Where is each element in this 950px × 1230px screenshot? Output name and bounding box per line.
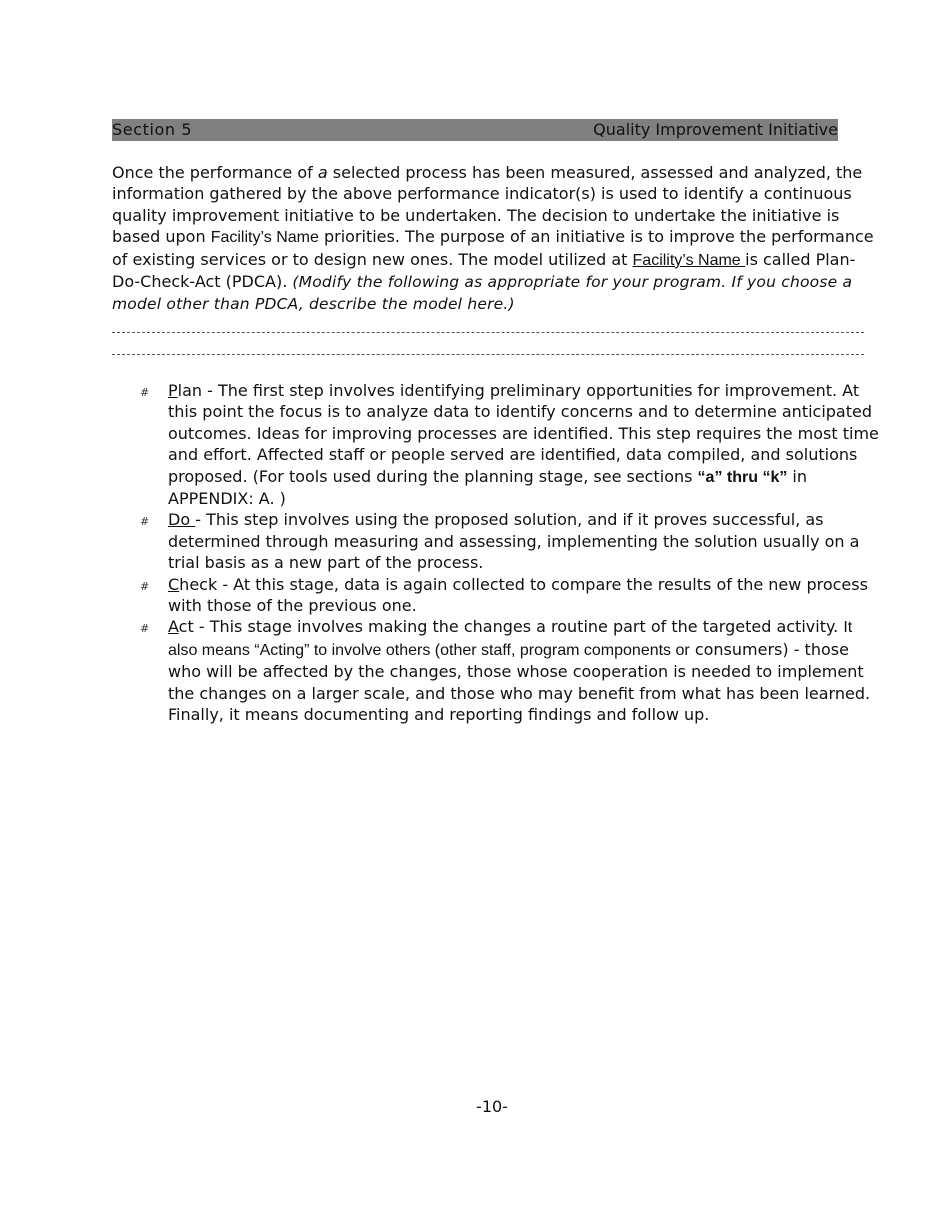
list-item-do — [112, 509, 882, 573]
do-description: - This step involves using the proposed solution, and if it proves successful, as determined through measuring and assessing, implementing the solution usually on a trial basis as a new part of the process. — [168, 510, 860, 573]
act-description-1: - This stage involves making the changes a routine part of the targeted activity. — [193, 617, 844, 637]
intro-text-2: selected process has been measured, assessed and analyzed, the information gathered by the above performance indicator(s) is used to identify a continuous quality improvement initiative to be undertaken. The decision to undertake the initiative is based upon — [112, 163, 863, 247]
intro-paragraph — [112, 162, 882, 316]
intro-text-4: is called Plan-Do-Check-Act (PDCA). — [112, 249, 856, 292]
modify-instruction-note: (Modify the following as appropriate for your program. If you choose a model other than PDCA, describe the model here.) — [112, 273, 853, 314]
page-number: -10- — [476, 1097, 508, 1116]
bullet-icon: # — [140, 386, 150, 399]
act-term-initial: A — [168, 617, 179, 637]
plan-appendix-reference: in APPENDIX: A. ) — [168, 466, 808, 509]
bullet-icon: # — [140, 515, 150, 529]
list-item-check — [112, 574, 882, 617]
list-item-act — [112, 616, 882, 725]
intro-text-1: Once the performance of — [112, 163, 318, 182]
facility-name-underlined: Facility’s Name — [632, 251, 746, 269]
check-term-rest: heck — [179, 574, 223, 594]
check-term-initial: C — [168, 574, 180, 594]
plan-term-initial: P — [168, 381, 178, 400]
list-item-plan — [112, 380, 882, 509]
fill-in-line-1 — [112, 332, 864, 333]
bullet-icon: # — [140, 579, 150, 593]
act-description-3: consumers) - those who will be affected by the changes, those whose cooperation is needed to implement the changes on a larger scale, and those who may benefit from what has been learned. Finally, it means documenting and reporting findings and follow up. — [168, 639, 871, 725]
intro-emphasis-a: a — [317, 163, 328, 182]
intro-text-3: priorities. The purpose of an initiative is to improve the performance of existing services or to design new ones. The model utilized at — [112, 227, 874, 269]
fill-in-line-2 — [112, 354, 864, 355]
plan-term-rest: lan — [177, 381, 203, 400]
check-description: - At this stage, data is again collected to compare the results of the new process with those of the previous one. — [168, 574, 868, 616]
bullet-icon: # — [140, 622, 150, 636]
do-term: Do — [168, 510, 196, 530]
act-term-rest: ct — [178, 617, 194, 637]
pdca-steps-list — [112, 380, 882, 726]
facility-name-placeholder: Facility’s Name — [210, 229, 319, 247]
section-title: Quality Improvement Initiative — [593, 120, 838, 139]
plan-description: - The first step involves identifying preliminary opportunities for improvement. At this point the focus is to analyze data to identify concerns and to determine anticipated outcomes. Ideas for improving processes are identified. This step requires the most time and effort. Affected staff or people served are identified, data compiled, and solutions proposed. (For tools used during the planning stage, see sections — [168, 381, 879, 486]
section-header-bar — [112, 119, 838, 141]
section-label: Section 5 — [112, 120, 193, 139]
act-description-2: It also means “Acting” to involve others (other staff, program components or — [168, 619, 853, 659]
plan-sections-reference: “a” thru “k” — [697, 468, 788, 486]
